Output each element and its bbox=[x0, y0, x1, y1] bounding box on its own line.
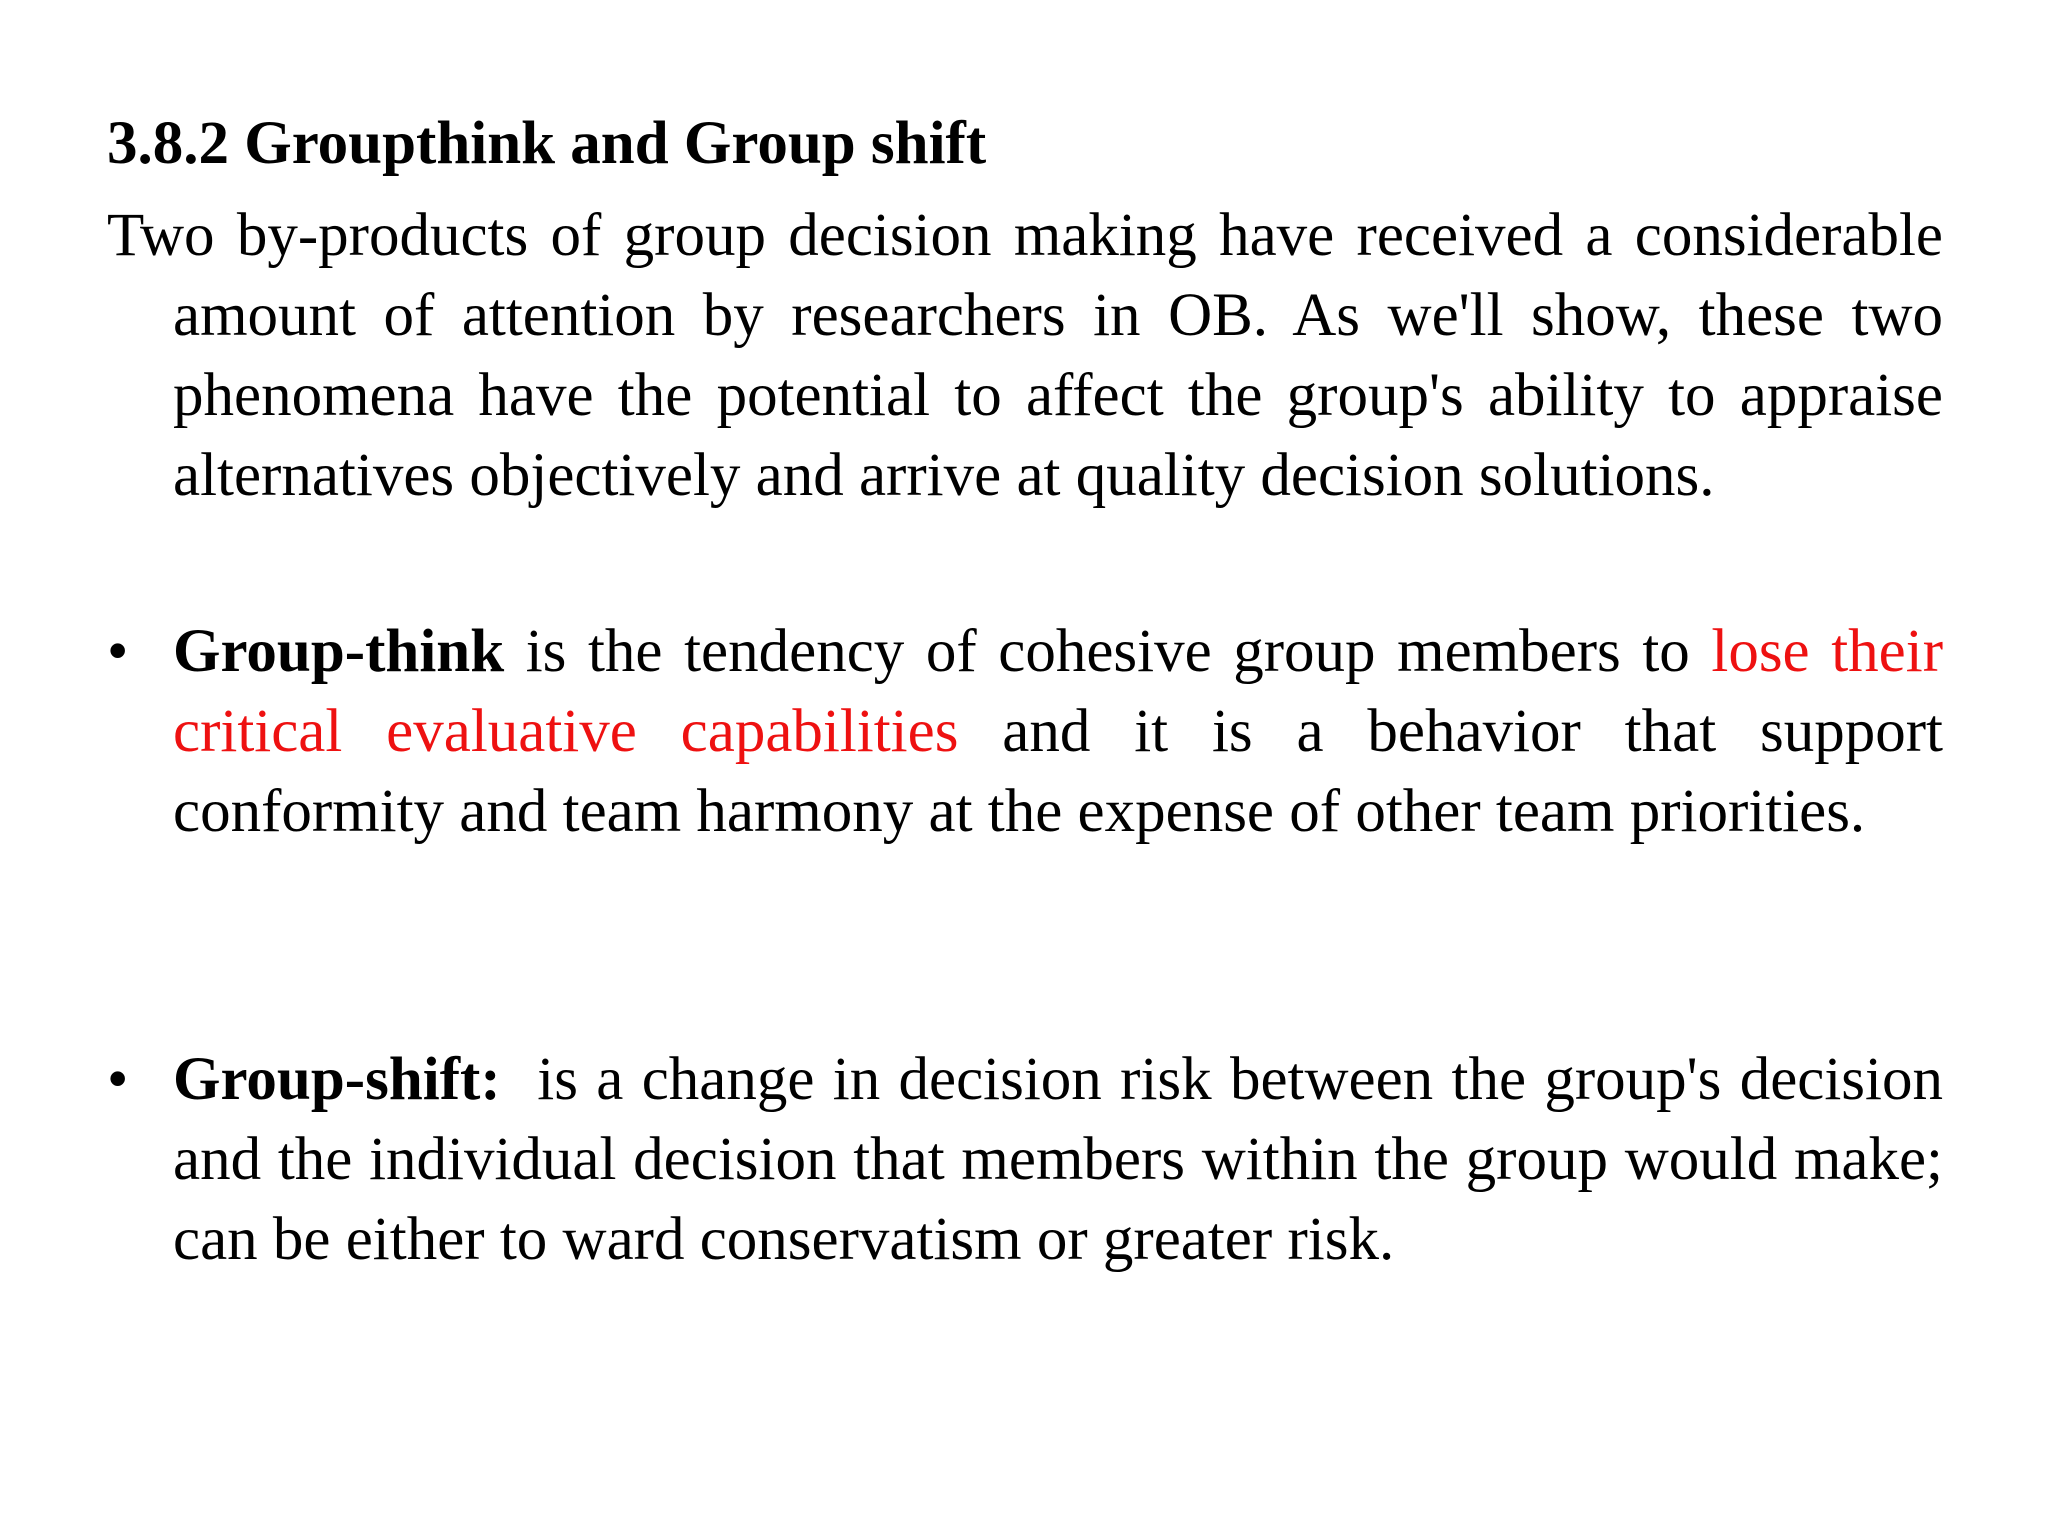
groupthink-definition-cont: and it is a behavior that support conformity and team harmony at the expense of other team priorities. bbox=[173, 698, 1943, 845]
groupshift-definition: is a change in decision risk between the group's decision and the individual decision that members within the group would make; can be either to ward conservatism or greater risk. bbox=[173, 1046, 1959, 1273]
groupthink-definition: is the tendency of cohesive group members to bbox=[504, 618, 1712, 685]
bullet-groupshift bbox=[107, 1040, 1959, 1280]
bullet-marker: • bbox=[107, 1046, 129, 1113]
bullet-marker: • bbox=[107, 618, 129, 685]
intro-paragraph: Two by-products of group decision making have received a considerable amount of attention by researchers in OB. As we'll show, these two phenomena have the potential to affect the group's ability to appraise alternatives objectively and arrive at quality decision solutions. bbox=[107, 202, 1943, 509]
section-heading: 3.8.2 Groupthink and Group shift bbox=[107, 110, 987, 177]
highlighted-phrase: lose their critical evaluative capabilities bbox=[173, 618, 1944, 765]
term-groupshift: Group-shift: bbox=[173, 1046, 501, 1113]
bullet-text bbox=[173, 612, 1943, 852]
bullet-groupthink bbox=[107, 612, 1943, 852]
bullet-text bbox=[173, 1040, 1959, 1280]
term-groupthink: Group-think bbox=[173, 618, 505, 685]
